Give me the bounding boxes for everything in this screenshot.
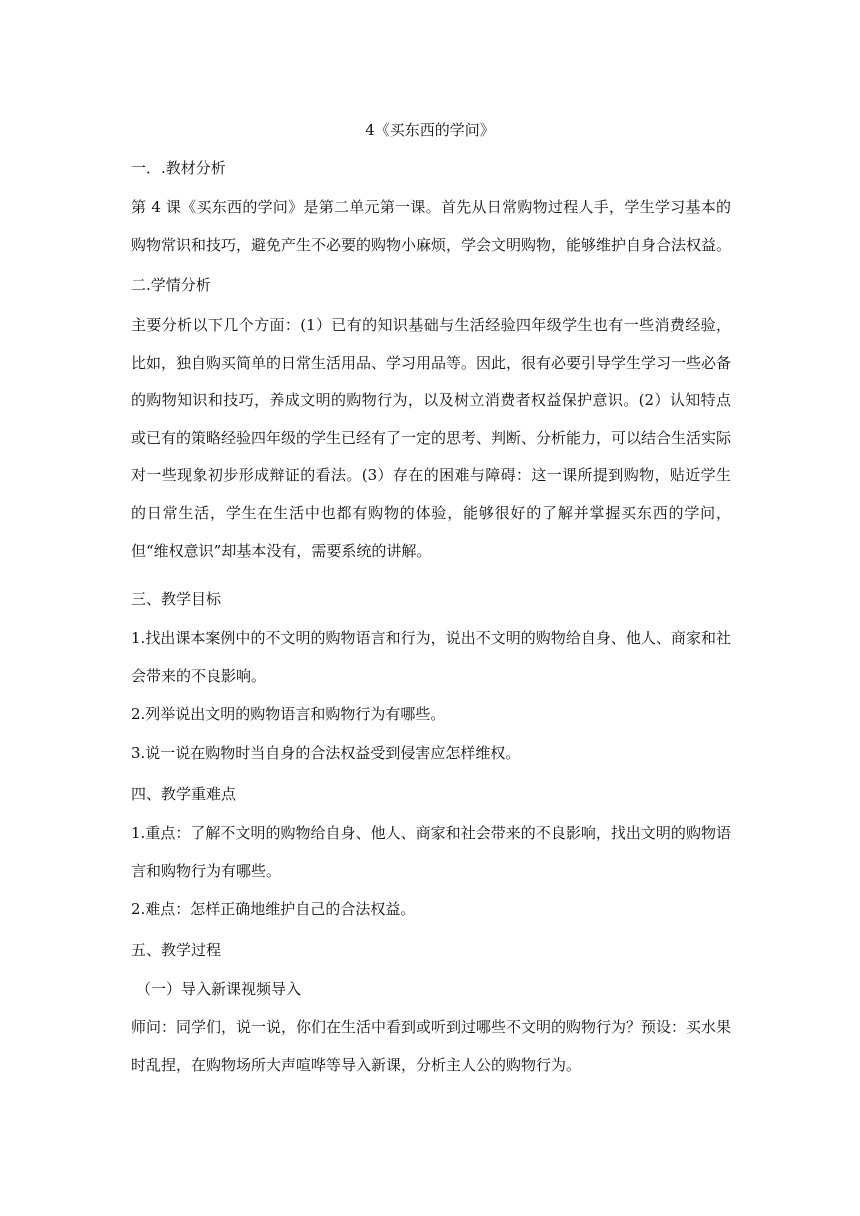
paragraph-difficult-point: 2.难点：怎样正确地维护自己的合法权益。	[131, 900, 416, 918]
section-heading-student-analysis: 二.学情分析	[131, 276, 211, 294]
section-heading-teaching-goals: 三、教学目标	[131, 590, 222, 608]
paragraph-goal-3: 3.说一说在购物时当自身的合法权益受到侵害应怎样维权。	[131, 744, 521, 762]
paragraph-student-analysis: 主要分析以下几个方面：(1）已有的知识基础与生活经验四年级学生也有一些消费经验，比如，独自购买简单的日常生活用品、学习用品等。因此，很有必要引导学生学习一些必备的购物知识和技巧，养成文明的购物行为，以及树立消费者权益保护意识。(2）认知特点或已有的策略经验四年级的学生已经有了一定的思考、判断、分析能力，可以结合生活实际对一些现象初步形成辩证的看法。(3）存在的困难与障碍：这一课所提到购物，贴近学生的日常生活，学生在生活中也都有购物的体验，能够很好的了解并掌握买东西的学问，但“维权意识”却基本没有，需要系统的讲解。	[131, 316, 732, 560]
subheading-introduction: （一）导入新课视频导入	[136, 980, 302, 998]
paragraph-textbook-analysis: 第 4 课《买东西的学问》是第二单元第一课。首先从日常购物过程人手，学生学习基本的购物常识和技巧，避免产生不必要的购物小麻烦，学会文明购物，能够维护自身合法权益。	[131, 198, 732, 254]
document-title: 4《买东西的学问》	[365, 121, 495, 139]
section-heading-teaching-process: 五、教学过程	[131, 941, 222, 959]
paragraph-goal-2: 2.列举说出文明的购物语言和购物行为有哪些。	[131, 705, 446, 723]
paragraph-teacher-question: 师问：同学们，说一说，你们在生活中看到或听到过哪些不文明的购物行为？预设：买水果时乱捏，在购物场所大声喧哗等导入新课，分析主人公的购物行为。	[131, 1018, 732, 1074]
section-heading-textbook-analysis: 一．.教材分析	[131, 159, 226, 177]
paragraph-key-point: 1.重点：了解不文明的购物给自身、他人、商家和社会带来的不良影响，找出文明的购物语言和购物行为有哪些。	[131, 824, 731, 880]
section-heading-key-points: 四、教学重难点	[131, 785, 237, 803]
paragraph-goal-1: 1.找出课本案例中的不文明的购物语言和行为，说出不文明的购物给自身、他人、商家和社会带来的不良影响。	[131, 629, 731, 685]
